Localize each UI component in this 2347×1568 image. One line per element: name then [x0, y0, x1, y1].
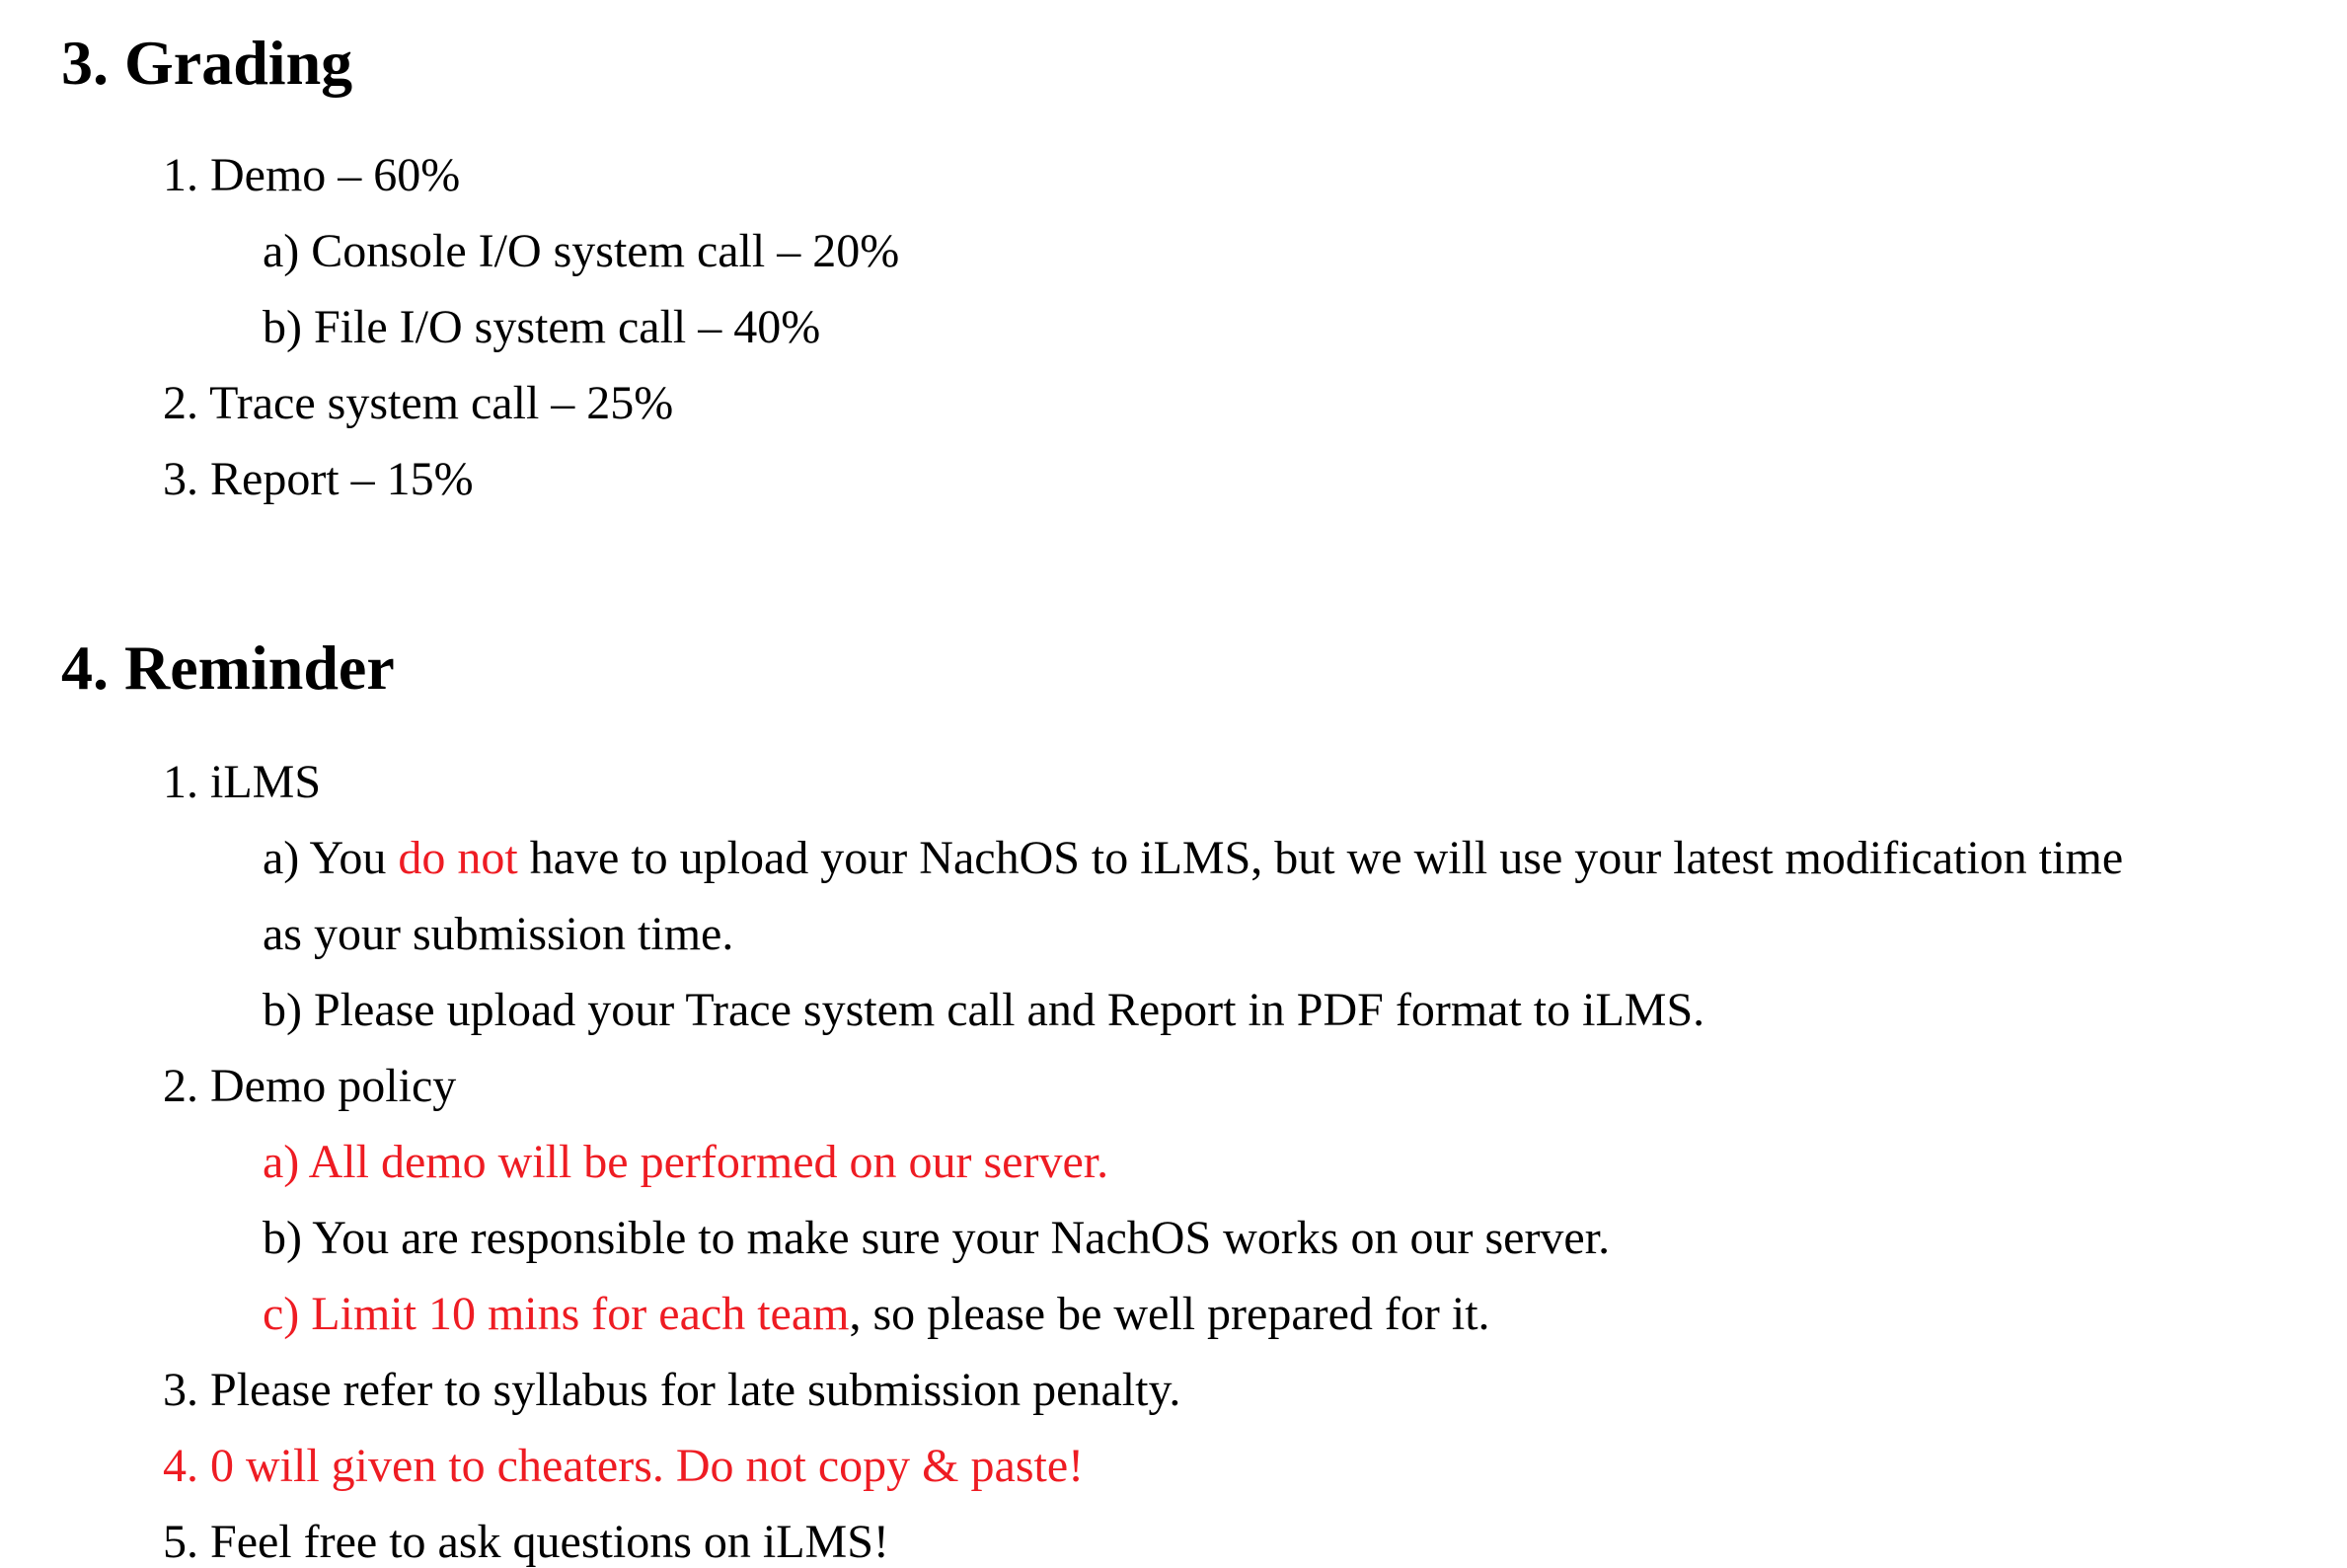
reminder-heading: 4. Reminder — [61, 633, 395, 703]
time-limit-highlight: c) Limit 10 mins for each team — [263, 1288, 850, 1340]
do-not-highlight: do not — [398, 832, 518, 884]
grading-subitem-file-io: b) File I/O system call – 40% — [263, 301, 821, 353]
reminder-item-ilms: 1. iLMS — [163, 756, 322, 808]
reminder-item-demo-policy: 2. Demo policy — [163, 1060, 457, 1112]
no-upload-rest: have to upload your NachOS to iLMS, but we will use your latest modification time — [517, 832, 2124, 884]
demo-policy-responsible: b) You are responsible to make sure your NachOS works on our server. — [263, 1212, 1611, 1264]
reminder-subitem-upload-pdf: b) Please upload your Trace system call and Report in PDF format to iLMS. — [263, 984, 1705, 1036]
reminder-item-late-penalty: 3. Please refer to syllabus for late submission penalty. — [163, 1364, 1181, 1416]
grading-item-trace: 2. Trace system call – 25% — [163, 377, 674, 429]
reminder-subitem-no-upload-continued: as your submission time. — [263, 908, 734, 960]
reminder-item-questions: 5. Feel free to ask questions on iLMS! — [163, 1516, 889, 1568]
time-limit-rest: , so please be well prepared for it. — [849, 1288, 1490, 1340]
grading-item-report: 3. Report – 15% — [163, 453, 474, 505]
reminder-item-cheaters: 4. 0 will given to cheaters. Do not copy & paste! — [163, 1440, 1085, 1492]
grading-item-demo: 1. Demo – 60% — [163, 149, 461, 201]
demo-policy-server: a) All demo will be performed on our server. — [263, 1136, 1109, 1188]
grading-heading: 3. Grading — [61, 28, 353, 98]
no-upload-prefix: a) You — [263, 832, 399, 884]
reminder-subitem-no-upload — [263, 832, 2124, 884]
grading-subitem-console-io: a) Console I/O system call – 20% — [263, 225, 900, 277]
demo-policy-time-limit — [263, 1288, 1490, 1340]
